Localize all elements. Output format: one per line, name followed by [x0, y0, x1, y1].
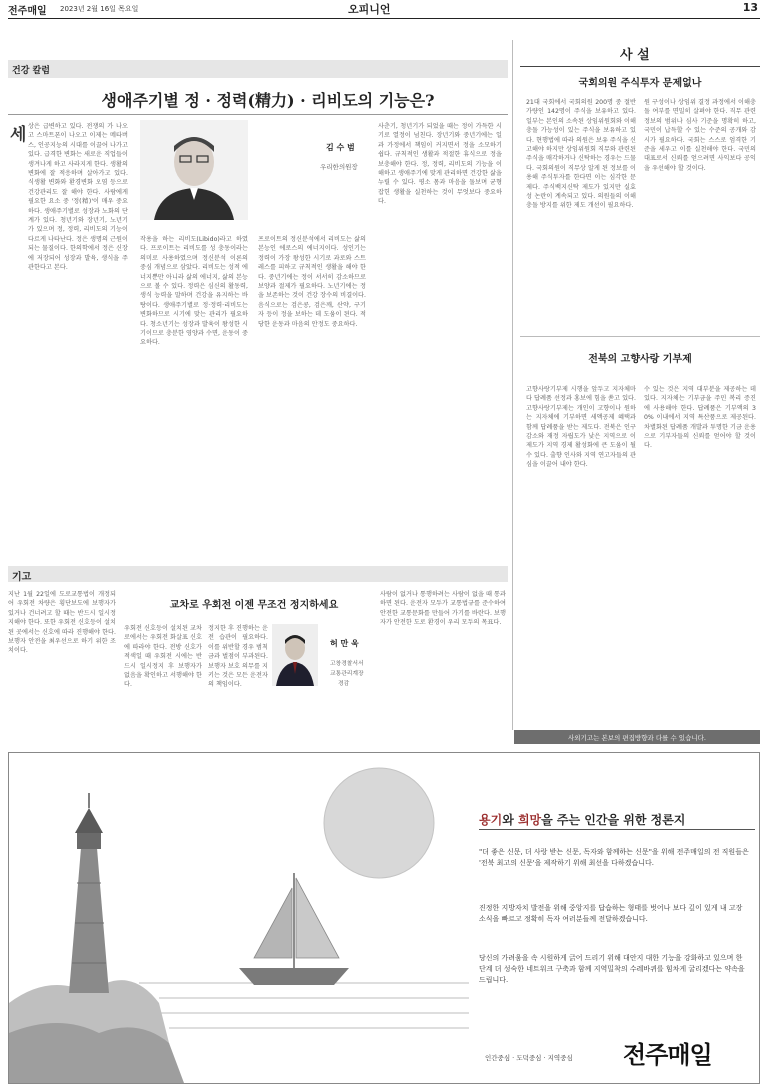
health-col2-text: 작용을 하는 리비도(Libido)라고 하였다. 프로이트는 리비도를 성 충동이라는 의미로 사용하였으며 정신분석 이론의 중심 개념으로 삼았다. 리비도는 성적 에너지뿐만 아니라 삶의 에너지, 삶의 본능으로 볼 수 있다. 정력은 심신의 활동력, 생식 능력을 말하며 건강을 유지하는 바탕이다. 생애주기별로 정·정력·리비도는 변화하므로 시기에 맞는 관리가 필요하다. 청소년기는 성장과 발육이 왕성한 시기이므로 충분한 영양과 수면, 운동이 중요하다. [140, 236, 250, 347]
ad-headline [479, 811, 755, 828]
editorial-2-col1: 고향사랑기부제 시행을 앞두고 지자체마다 답례품 선정과 홍보에 힘을 쏟고 있다. 고향사랑기부제는 개인이 고향이나 원하는 지자체에 기부하면 세액공제 혜택과 함께 답례품을 받는 제도다. 전북은 인구 감소와 재정 자립도가 낮은 지역으로 이 제도가 지역 경제 활성화에 큰 도움이 될 수 있다. 출향 인사와 지역 연고자들의 관심을 이끌어 내야 한다. [526, 386, 638, 469]
masthead-section: 오피니언 [348, 3, 391, 16]
disclaimer-text: 사외기고는 본보의 편집방향과 다를 수 있습니다. [568, 734, 706, 742]
disclaimer-bar [514, 730, 760, 744]
guest-column-label: 기고 [12, 572, 32, 583]
column-divider [512, 40, 513, 730]
guest-author-role-2: 교통관리계장 [330, 671, 364, 677]
ad-headline-hope: 희망 [517, 813, 542, 827]
health-column [8, 50, 508, 560]
masthead-paper-name: 전주매일 [8, 6, 47, 17]
guest-author-name: 허 만 욱 [330, 639, 359, 648]
health-col1-text: 상은 급변하고 있다. 전쟁의 가 나오고 스마트폰이 나오고 이제는 메타버스, 인공지능의 시대를 이끌어 나가고 있다. 급격한 변화는 새로운 직업들이 생겨나게 하고 사라지게 한다. 생활의 변화에 잘 적응하며 살아가고 있다. 식생활 변화와 환경변화 오염 등으로 건강관리도 잘 해야 한다. 사람에게 필요한 요소 중 '정(精)'이 매우 중요하다. 생애주기별로 성장과 노화의 단계가 있다. 청년기와 장년기, 노년기가 있으며 정, 정력, 리비도의 기능이 다르게 나타난다. 정은 생명의 근원이 되는 물질이다. 한의학에서 정은 신장에 저장되어 성장과 발육, 생식을 주관한다고 본다. [28, 123, 130, 272]
editorial-2-col2: 수 있는 것은 지역 대부분을 제공하는 데 있다. 지자체는 기부금을 주민 복리 증진에 사용해야 한다. 답례품은 기부액의 30% 이내에서 지역 특산품으로 제공된다. 차별화된 답례품 개발과 투명한 기금 운용으로 기부자들의 신뢰를 얻어야 할 것이다. [644, 386, 758, 450]
masthead [8, 0, 760, 18]
health-col3-text: 프로이트의 정신분석에서 리비도는 삶의 본능인 에로스의 에너지이다. 성인기는 정력이 가장 왕성한 시기로 과로와 스트레스를 피하고 규칙적인 생활을 해야 한다. 중년기에는 정이 서서히 감소하므로 보양과 절제가 필요하다. 노년기에는 정을 보존하는 것이 건강 장수의 비결이다. 음식으로는 검은콩, 검은깨, 산약, 구기자 등이 정을 보하는 데 도움이 된다. 적당한 운동과 마음의 안정도 중요하다. [258, 236, 368, 328]
author-name-label: 김 수 범 [326, 143, 355, 152]
editorial-1-col1: 21대 국회에서 국회의원 200명 중 절반가량인 142명이 주식을 보유하고 있다. 일부는 본인의 소속된 상임위원회와 이해충돌 가능성이 있는 주식을 보유하고 있다. 현행법에 따라 의원은 보유 주식을 신고해야 하지만 상임위원회 직무와 관련된 주식을 매각하거나 신탁하는 경우는 드물다. 국회의원이 직무상 알게 된 정보를 이용해 주식투자를 한다면 이는 심각한 문제다. 주식백지신탁 제도가 있지만 실효성 논란이 계속되고 있다. 의원들의 이해충돌 방지를 위한 제도 개선이 필요하다. [526, 99, 638, 210]
masthead-rule [8, 18, 760, 19]
house-ad [8, 752, 760, 1084]
guest-col3-text: 정지한 후 진행하는 운전 습관이 필요하다. 이를 위반할 경우 범칙금과 벌점이 부과된다. 보행자 보호 의무를 지키는 것은 모든 운전자의 책임이다. [208, 625, 270, 689]
lighthouse-illustration [9, 753, 469, 1083]
guest-col1-text: 지난 1월 22일에 도로교통법이 개정되어 우회전 차량은 횡단보도에 보행자가 있거나 건너려고 할 때는 반드시 일시정지해야 한다. 또한 우회전 신호등이 설치된 곳에서는 신호에 따라 진행해야 한다. 보행자 안전을 최우선으로 하기 위한 조치이다. [8, 591, 118, 655]
guest-author-photo-frame [272, 624, 318, 686]
editorial-label-rule [520, 66, 760, 67]
page-number: 13 [742, 1, 758, 14]
guest-column-title: 교차로 우회전 이젠 무조건 정지하세요 [169, 600, 339, 611]
guest-author-role-1: 고창경찰서서 [330, 661, 364, 667]
health-title-rule [8, 114, 508, 115]
ad-headline-rule [479, 829, 755, 830]
ad-paragraph-3: 당신의 가려움을 속 시원하게 긁어 드리기 위해 대안지 대한 기능을 강화하고 있으며 한 단계 더 성숙한 네트워크 구축과 함께 지역밀착의 수레바퀴를 힘차게 굴리겠다는 약속을 드립니다. [479, 954, 745, 984]
guest-author-role-3: 경감 [338, 681, 350, 687]
guest-author-photo [272, 624, 318, 686]
health-column-title: 생애주기별 정 · 정력(精力) · 리비도의 기능은? [101, 91, 435, 110]
ad-slogan: 인간중심 · 도덕중심 · 지역중심 [485, 1054, 573, 1062]
ad-headline-rest: 을 주는 인간을 위한 정론지 [541, 813, 686, 827]
guest-col4-text: 사람이 없거나 통행하려는 사람이 없을 때 통과하면 된다. 운전자 모두가 교통법규를 준수하여 안전한 교통문화를 만들어 가기를 바란다. 보행자가 안전한 도로 환경이 우리 모두의 목표다. [380, 591, 508, 627]
health-column-label-bar [8, 60, 508, 78]
ad-headline-joiner: 와 [502, 813, 518, 827]
author-photo [140, 120, 248, 220]
editorial-mid-rule [520, 336, 760, 337]
editorial [520, 40, 760, 740]
ad-paragraph-2: 진정한 지방자치 발전을 위해 중앙지를 답습하는 형태를 벗어나 보다 깊이 있게 내 고장 소식을 빠르고 정확히 독자 여러분들께 전달하겠습니다. [479, 904, 743, 923]
ad-logo: 전주매일 [623, 1041, 712, 1069]
health-col4-text: 사춘기, 청년기가 되었을 때는 정이 가득한 시기로 열정이 넘친다. 장년기와 중년기에는 일과 가정에서 책임이 커지면서 정을 소모하기 쉽다. 규칙적인 생활과 적절한 휴식으로 정을 보충해야 한다. 정, 정력, 리비도의 기능을 이해하고 생애주기에 맞게 관리하면 건강한 삶을 누릴 수 있다. 평소 몸과 마음을 돌보며 균형 잡힌 생활을 실천하는 것이 무엇보다 중요하다. [378, 123, 504, 206]
ad-paragraph-1: "더 좋은 신문, 더 사랑 받는 신문, 독자와 함께하는 신문"을 위해 전주매일의 전 직원들은 '전북 최고의 신문'을 제작하기 위해 최선을 다하겠습니다. [479, 848, 749, 867]
editorial-label: 사 설 [620, 48, 650, 63]
drop-cap: 세 [10, 125, 27, 145]
editorial-title-2: 전북의 고향사랑 기부제 [588, 354, 692, 365]
editorial-title-1: 국회의원 주식투자 문제없나 [578, 78, 702, 89]
editorial-1-col2: 원 구성이나 상임위 결정 과정에서 이해충돌 여부를 면밀히 살펴야 한다. 직무 관련 정보의 범위나 심사 기준을 명확히 하고, 국민이 납득할 수 있는 수준의 공개와 감시가 필요하다. 국회는 스스로 엄격한 기준을 세우고 이를 실천해야 한다. 국민의 대표로서 신뢰를 얻으려면 사익보다 공익을 우선해야 할 것이다. [644, 99, 758, 172]
masthead-date: 2023년 2월 16일 목요일 [60, 5, 139, 13]
health-column-label: 건강 칼럼 [12, 66, 50, 76]
guest-col2-text: 우회전 신호등이 설치된 교차로에서는 우회전 화살표 신호에 따라야 한다. 전방 신호가 적색일 때 우회전 시에는 반드시 일시정지 후 보행자가 없음을 확인하고 서행해야 한다. [124, 625, 204, 689]
author-role-label: 우리한의원장 [320, 163, 358, 171]
author-photo-frame [140, 120, 248, 220]
ad-headline-courage: 용기 [479, 813, 503, 827]
guest-column [8, 566, 508, 736]
guest-column-label-bar [8, 566, 508, 582]
